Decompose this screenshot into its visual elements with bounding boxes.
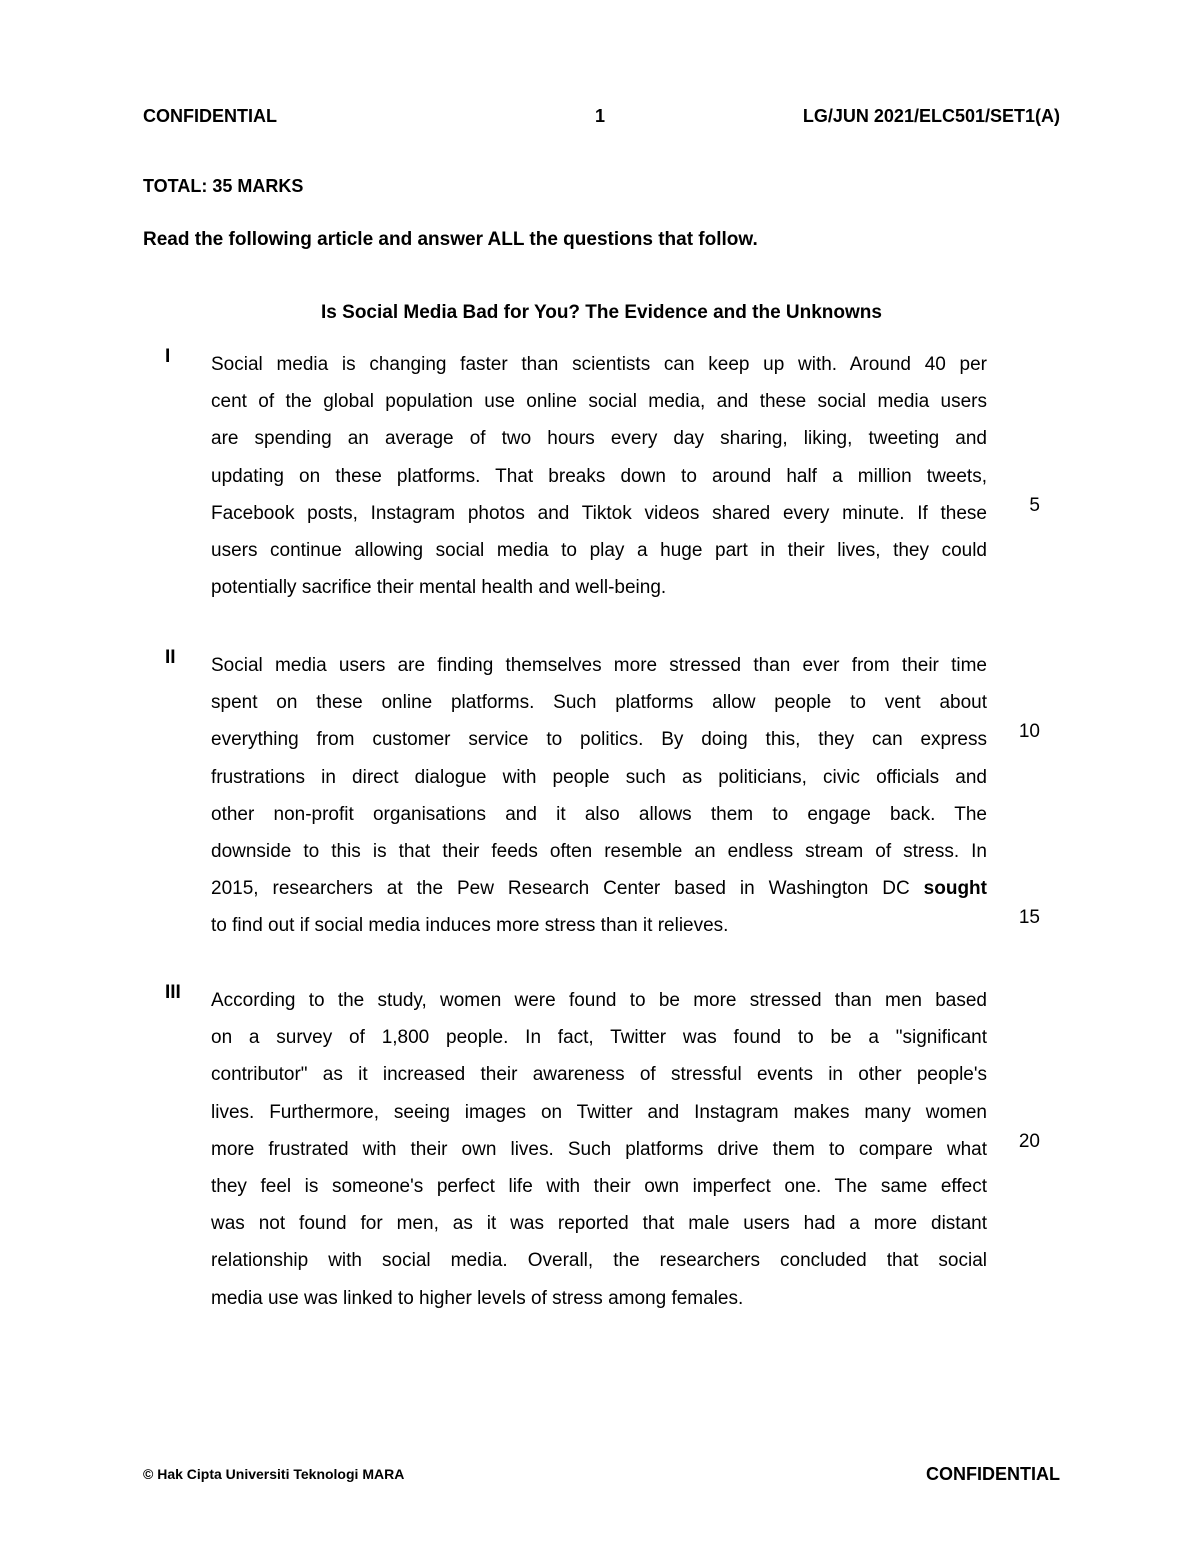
paragraph-line: to find out if social media induces more stress than it relieves. xyxy=(211,915,729,937)
paragraph-line: potentially sacrifice their mental health and well-being. xyxy=(211,577,667,599)
paragraph-line: are spending an average of two hours every day sharing, liking, tweeting and xyxy=(211,428,987,450)
line-text: 2015, researchers at the Pew Research Center based in Washington DC xyxy=(211,878,924,900)
instruction: Read the following article and answer ALL the questions that follow. xyxy=(143,229,758,250)
paragraph-numeral: I xyxy=(165,346,171,367)
line-number: 15 xyxy=(1018,907,1040,929)
line-number: 5 xyxy=(1029,494,1040,516)
paragraph-line: media use was linked to higher levels of stress among females. xyxy=(211,1287,744,1309)
paragraph-line: spent on these online platforms. Such platforms allow people to vent about xyxy=(211,692,987,714)
line-number: 20 xyxy=(1018,1130,1040,1152)
line-number: 10 xyxy=(1018,721,1040,743)
paragraph-line: lives. Furthermore, seeing images on Twitter and Instagram makes many women xyxy=(211,1101,987,1123)
paragraph-numeral: II xyxy=(165,647,176,668)
paragraph-line: Facebook posts, Instagram photos and Tiktok videos shared every minute. If these xyxy=(211,502,987,524)
article-title: Is Social Media Bad for You? The Evidence and the Unknowns xyxy=(321,302,882,323)
paragraph-line: users continue allowing social media to play a huge part in their lives, they could xyxy=(211,539,987,561)
paragraph-line: Social media is changing faster than scientists can keep up with. Around 40 per xyxy=(211,354,987,375)
page-number: 1 xyxy=(595,106,606,126)
total-marks: TOTAL: 35 MARKS xyxy=(143,176,304,196)
paragraph-line: contributor" as it increased their awareness of stressful events in other people's xyxy=(211,1064,987,1086)
paragraph-line xyxy=(211,870,987,907)
confidential-label: CONFIDENTIAL xyxy=(143,106,277,126)
paragraph-line: Social media users are finding themselves more stressed than ever from their time xyxy=(211,655,987,676)
paragraph-numeral: III xyxy=(165,982,181,1003)
paragraph-line: they feel is someone's perfect life with their own imperfect one. The same effect xyxy=(211,1175,987,1197)
paragraph-line: downside to this is that their feeds often resemble an endless stream of stress. In xyxy=(211,840,987,862)
page-footer xyxy=(143,1464,1060,1486)
paragraph-text xyxy=(211,982,987,1317)
paragraph-line: relationship with social media. Overall, the researchers concluded that social xyxy=(211,1250,987,1272)
paragraph-line: updating on these platforms. That breaks down to around half a million tweets, xyxy=(211,465,987,487)
paragraph-text xyxy=(211,346,987,606)
document-code: LG/JUN 2021/ELC501/SET1(A) xyxy=(802,106,1060,126)
paragraph-line: cent of the global population use online social media, and these social media users xyxy=(211,391,987,413)
paragraph-line: was not found for men, as it was reported that male users had a more distant xyxy=(211,1213,987,1235)
paragraph-line: everything from customer service to politics. By doing this, they can express xyxy=(211,729,987,751)
paragraph-text xyxy=(211,647,987,945)
paragraph-line: on a survey of 1,800 people. In fact, Twitter was found to be a "significant xyxy=(211,1027,987,1049)
paragraph-line: frustrations in direct dialogue with people such as politicians, civic officials and xyxy=(211,766,987,788)
page-header xyxy=(143,106,1060,130)
paragraph-line: According to the study, women were found to be more stressed than men based xyxy=(211,990,987,1011)
copyright-notice: © Hak Cipta Universiti Teknologi MARA xyxy=(143,1466,405,1482)
paragraph-line: more frustrated with their own lives. Such platforms drive them to compare what xyxy=(211,1138,987,1160)
paragraph-line: other non-profit organisations and it also allows them to engage back. The xyxy=(211,803,987,825)
bold-word: sought xyxy=(923,878,987,900)
footer-confidential-label: CONFIDENTIAL xyxy=(926,1464,1060,1484)
